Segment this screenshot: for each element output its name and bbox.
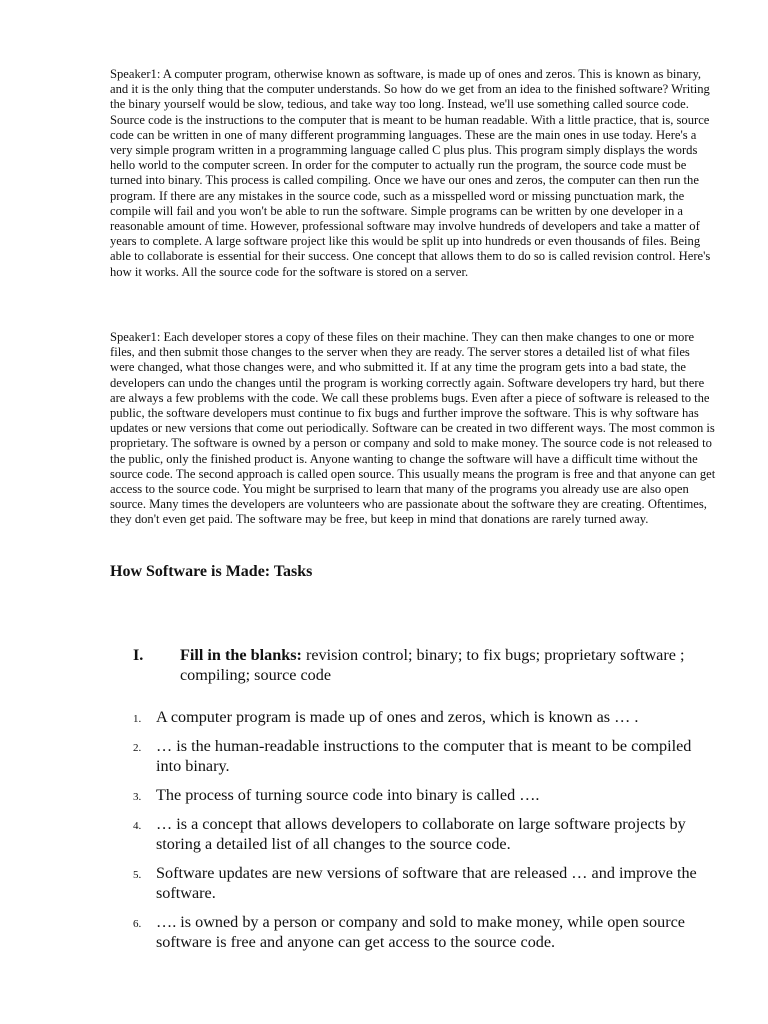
- fill-in-list: [133, 707, 713, 961]
- item-number: 6.: [133, 918, 142, 930]
- list-item: [133, 707, 713, 727]
- list-item: [133, 912, 713, 952]
- item-text: Software updates are new versions of software that are released … and improve the software.: [156, 864, 697, 902]
- transcript-paragraph-1: Speaker1: A computer program, otherwise known as software, is made up of ones and zeros. This is known as binary, and it is the only thing that the computer understands. So how do we get from an idea to the finished software? Writing the binary yourself would be slow, tedious, and take way too long. Instead, we'll use something called source code. Source code is the instructions to the computer that is meant to be human readable. With a little practice, that is, source code can be written in one of many different programming languages. These are the main ones in use today. Here's a very simple program written in a programming language called C plus plus. This program simply displays the words hello world to the computer screen. In order for the computer to actually run the program, the source code must be turned into binary. This process is called compiling. Once we have our ones and zeros, the computer can then run the program. If there are any mistakes in the source code, such as a misspelled word or missing punctuation mark, the compile will fail and you won't be able to run the software. Simple programs can be written by one developer in a reasonable amount of time. However, professional software may involve hundreds of developers and take a matter of years to complete. A large software project like this would be split up into hundreds or even thousands of files. Being able to collaborate is essential for their success. One concept that allows them to do so is called revision control. Here's how it works. All the source code for the software is stored on a server.: [110, 67, 711, 279]
- item-number: 2.: [133, 742, 142, 754]
- section-lead: Fill in the blanks:: [180, 646, 302, 664]
- transcript-paragraph-2: Speaker1: Each developer stores a copy of these files on their machine. They can then make changes to one or more files, and then submit those changes to the server when they are ready. The server stores a detailed list of what files were changed, what those changes were, and who submitted it. If at any time the program gets into a bad state, the developers can undo the changes until the program is working correctly again. Software developers try hard, but there are always a few problems with the code. We call these problems bugs. Even after a piece of software is released to the public, the software developers must continue to fix bugs and further improve the software. This is why software has updates or new versions that come out periodically. Software can be created in two different ways. The most common is proprietary. The software is owned by a person or company and sold to make money. The source code is not released to the public, only the finished product is. Anyone wanting to change the software will have a difficult time without the source code. The second approach is called open source. This usually means the program is free and that anyone can get access to the source code. You might be surprised to learn that many of the programs you already use are also open source. Many times the developers are volunteers who are passionate about the software they are creating. Oftentimes, they don't even get paid. The software may be free, but keep in mind that donations are rarely turned away.: [110, 330, 716, 527]
- item-text: … is a concept that allows developers to collaborate on large software projects by storing a detailed list of all changes to the source code.: [156, 815, 686, 853]
- item-number: 4.: [133, 820, 142, 832]
- item-number: 5.: [133, 869, 142, 881]
- list-item: [133, 814, 713, 854]
- item-text: … is the human-readable instructions to the computer that is meant to be compiled into binary.: [156, 737, 692, 775]
- tasks-title: How Software is Made: Tasks: [110, 563, 313, 580]
- item-text: …. is owned by a person or company and sold to make money, while open source software is free and anyone can get access to the source code.: [156, 913, 685, 951]
- item-text: The process of turning source code into binary is called ….: [156, 786, 540, 804]
- item-number: 1.: [133, 713, 142, 725]
- section-instructions: [180, 645, 700, 685]
- list-item: [133, 736, 713, 776]
- section-number: I.: [133, 646, 144, 664]
- list-item: [133, 785, 713, 805]
- item-text: A computer program is made up of ones and zeros, which is known as … .: [156, 708, 639, 726]
- list-item: [133, 863, 713, 903]
- item-number: 3.: [133, 791, 142, 803]
- word-bank: revision control; binary; to fix bugs; proprietary software ; compiling; source code: [180, 646, 685, 684]
